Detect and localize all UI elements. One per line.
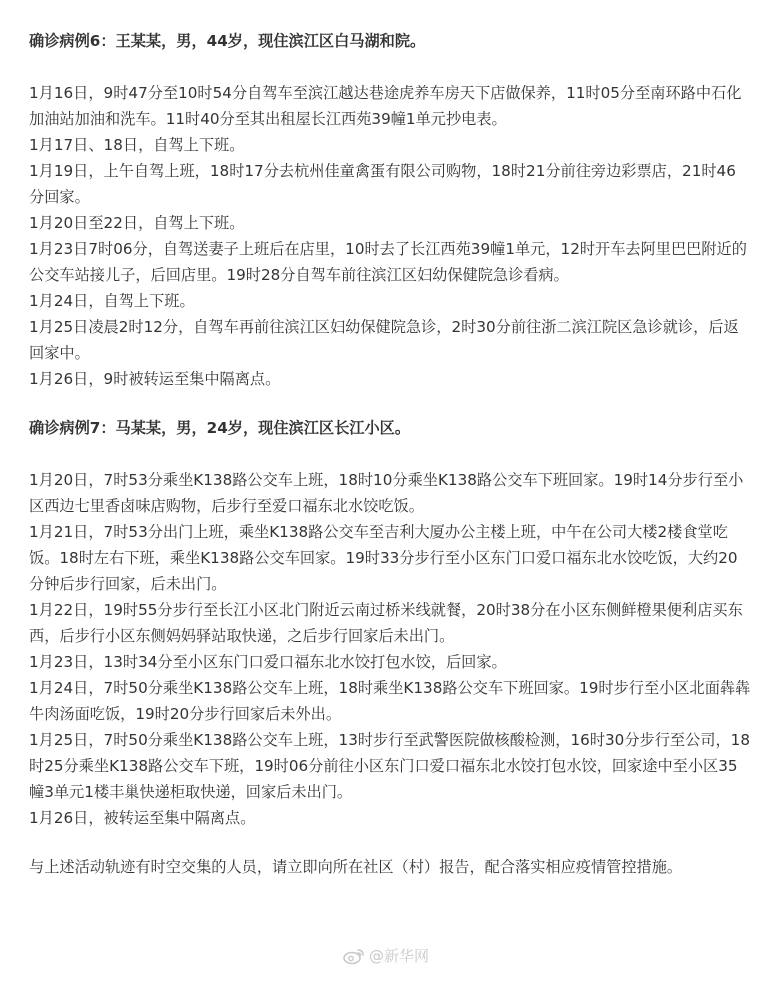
case6-title: 确诊病例6：王某某，男，44岁，现住滨江区白马湖和院。 bbox=[29, 32, 426, 50]
watermark-text: @新华网 bbox=[369, 947, 430, 965]
case7-entry: 1月22日，19时55分步行至长江小区北门附近云南过桥米线就餐，20时38分在小区东侧鲜橙果便利店买东西，后步行小区东侧妈妈驿站取快递，之后步行回家后未出门。 bbox=[29, 601, 743, 645]
weibo-icon bbox=[343, 947, 365, 965]
case7-entry: 1月26日，被转运至集中隔离点。 bbox=[29, 809, 256, 827]
case7-entry: 1月21日，7时53分出门上班，乘坐K138路公交车至吉利大厦办公主楼上班，中午在公司大楼2楼食堂吃饭。18时左右下班，乘坐K138路公交车回家。19时33分步行至小区东门口爱口福东北水饺吃饭，大约20分钟后步行回家，后未出门。 bbox=[29, 523, 738, 593]
case6-entry: 1月25日凌晨2时12分，自驾车再前往滨江区妇幼保健院急诊，2时30分前往浙二滨江院区急诊就诊，后返回家中。 bbox=[29, 318, 739, 362]
case6-entry: 1月23日7时06分，自驾送妻子上班后在店里，10时去了长江西苑39幢1单元，12时开车去阿里巴巴附近的公交车站接儿子，后回店里。19时28分自驾车前往滨江区妇幼保健院急诊看病。 bbox=[29, 240, 747, 284]
case6-entries bbox=[29, 80, 751, 392]
case6-entry: 1月26日，9时被转运至集中隔离点。 bbox=[29, 370, 281, 388]
watermark bbox=[343, 945, 429, 966]
case7-entry: 1月25日，7时50分乘坐K138路公交车上班，13时步行至武警医院做核酸检测，16时30分步行至公司，18时25分乘坐K138路公交车下班，19时06分前往小区东门口爱口福东北水饺打包水饺，回家途中至小区35幢3单元1楼丰巢快递柜取快递，回家后未出门。 bbox=[29, 731, 750, 801]
case6-entry: 1月16日，9时47分至10时54分自驾车至滨江越达巷途虎养车房天下店做保养，11时05分至南环路中石化加油站加油和洗车。11时40分至其出租屋长江西苑39幢1单元抄电表。 bbox=[29, 84, 742, 128]
case6-entry: 1月20日至22日，自驾上下班。 bbox=[29, 214, 245, 232]
case7-entry: 1月23日，13时34分至小区东门口爱口福东北水饺打包水饺，后回家。 bbox=[29, 653, 507, 671]
case6-entry: 1月19日，上午自驾上班，18时17分去杭州佳童禽蛋有限公司购物，18时21分前往旁边彩票店，21时46分回家。 bbox=[29, 162, 736, 206]
case6-entry: 1月17日、18日，自驾上下班。 bbox=[29, 136, 245, 154]
closing-notice: 与上述活动轨迹有时空交集的人员，请立即向所在社区（村）报告，配合落实相应疫情管控措施。 bbox=[29, 858, 683, 876]
case7-entry: 1月20日，7时53分乘坐K138路公交车上班，18时10分乘坐K138路公交车下班回家。19时14分步行至小区西边七里香卤味店购物，后步行至爱口福东北水饺吃饭。 bbox=[29, 471, 744, 515]
case7-title: 确诊病例7：马某某，男，24岁，现住滨江区长江小区。 bbox=[29, 419, 411, 437]
case7-entry: 1月24日，7时50分乘坐K138路公交车上班，18时乘坐K138路公交车下班回家。19时步行至小区北面犇犇牛肉汤面吃饭，19时20分步行回家后未外出。 bbox=[29, 679, 751, 723]
article-body bbox=[29, 28, 751, 880]
case7-entries bbox=[29, 467, 751, 831]
case6-entry: 1月24日，自驾上下班。 bbox=[29, 292, 195, 310]
